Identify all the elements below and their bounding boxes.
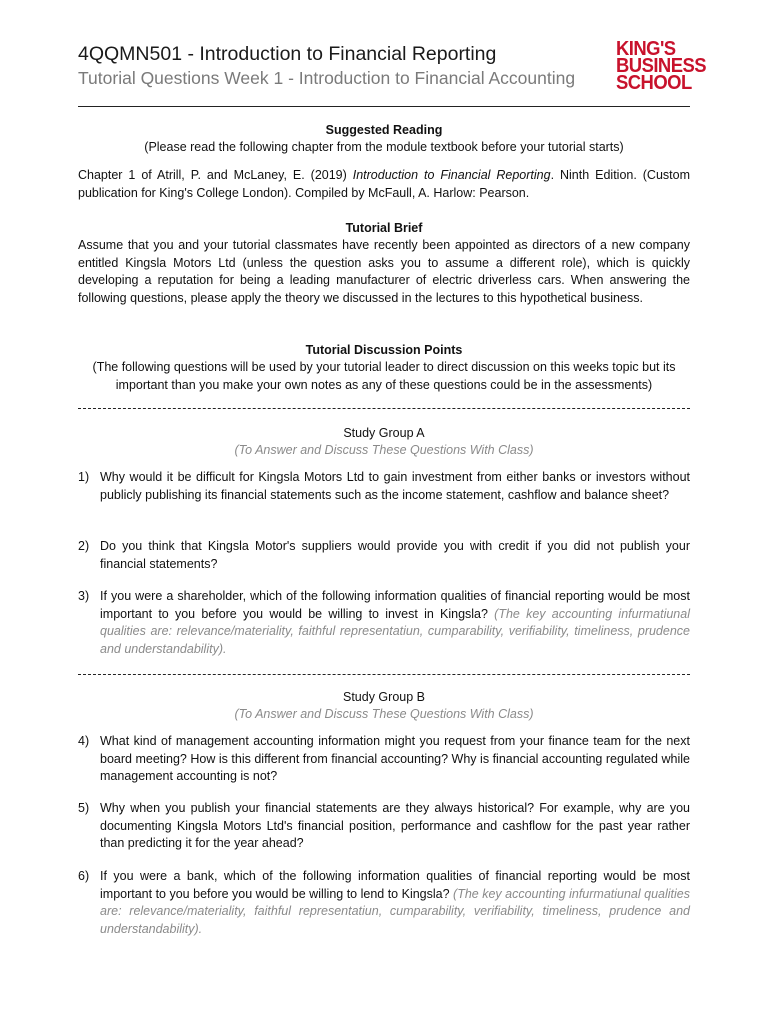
question-text bbox=[100, 733, 690, 786]
citation-suffix: . Ninth Edition. (Custom publication for King's College London). Compiled by McFaull, A. Harlow: Pearson. bbox=[78, 168, 691, 200]
question-item bbox=[78, 733, 690, 786]
question-number: 6) bbox=[78, 869, 90, 883]
brief-heading: Tutorial Brief bbox=[345, 221, 423, 235]
question-number: 3) bbox=[78, 589, 90, 603]
question-text bbox=[100, 538, 690, 573]
kings-business-school-logo bbox=[616, 37, 716, 94]
discussion-heading: Tutorial Discussion Points bbox=[305, 343, 463, 357]
group-a-subtitle: (To Answer and Discuss These Questions With Class) bbox=[234, 443, 534, 457]
question-number: 1) bbox=[78, 470, 90, 484]
reading-citation bbox=[78, 167, 690, 202]
citation-prefix: Chapter 1 of Atrill, P. and McLaney, E. (2019) bbox=[78, 168, 353, 182]
question-number: 4) bbox=[78, 734, 90, 748]
question-body: Why would it be difficult for Kingsla Motors Ltd to gain investment from either banks or investors without publicly publishing its financial statements such as the income statement, cashflow and balance sheet? bbox=[100, 470, 690, 502]
brief-text: Assume that you and your tutorial classmates have recently been appointed as directors of a new company entitled Kingsla Motors Ltd (unless the question asks you to assume a different role), which is quickly developing a reputation for being a leading manufacturer of electric driverless cars. When answering the following questions, please apply the theory we discussed in the lectures to this hypothetical business. bbox=[78, 238, 690, 305]
logo-line: SCHOOL bbox=[616, 71, 692, 94]
dashed-divider bbox=[78, 408, 690, 409]
dashed-divider bbox=[78, 674, 690, 675]
question-text bbox=[100, 800, 690, 853]
question-body: If you were a bank, which of the following information qualities of financial reporting would be most important to you before you would be willing to lend to Kingsla? bbox=[100, 869, 690, 901]
question-body: What kind of management accounting information might you request from your finance team for the next board meeting? How is this different from financial accounting? Why is financial accounting regulated while management accounting is not? bbox=[100, 734, 690, 783]
citation-book-title: Introduction to Financial Reporting bbox=[352, 168, 551, 182]
question-text bbox=[100, 588, 690, 658]
question-item bbox=[78, 868, 690, 938]
reading-note: (Please read the following chapter from the module textbook before your tutorial starts) bbox=[144, 140, 624, 154]
question-hint: (The key accounting infurmatiunal qualities are: relevance/materiality, faithful representatiun, cumparability, verifiability, timeliness, prudence and understandability). bbox=[100, 606, 690, 656]
question-hint: (The key accounting infurmatiunal qualities are: relevance/materiality, faithful representatiun, cumparability, verifiability, timeliness, prudence and understandability). bbox=[100, 886, 690, 936]
logo-line: KING'S bbox=[616, 37, 676, 60]
question-body: Why when you publish your financial statements are they always historical? For example, why are you documenting Kingsla Motors Ltd's financial position, performance and cashflow for the past year rather than predicting it for the year ahead? bbox=[100, 801, 690, 850]
document-title: 4QQMN501 - Introduction to Financial Reporting bbox=[78, 43, 497, 65]
group-b-title: Study Group B bbox=[343, 690, 425, 704]
logo-line: BUSINESS bbox=[616, 54, 707, 77]
reading-heading: Suggested Reading bbox=[325, 123, 443, 137]
question-body: Do you think that Kingsla Motor's suppliers would provide you with credit if you did not publish your financial statements? bbox=[100, 539, 690, 571]
group-b-subtitle: (To Answer and Discuss These Questions With Class) bbox=[234, 707, 534, 721]
question-item bbox=[78, 538, 690, 573]
question-text bbox=[100, 469, 690, 504]
document-subtitle: Tutorial Questions Week 1 - Introduction to Financial Accounting bbox=[78, 68, 576, 88]
question-item bbox=[78, 588, 690, 658]
question-item bbox=[78, 800, 690, 853]
question-text bbox=[100, 868, 690, 938]
question-number: 5) bbox=[78, 801, 90, 815]
question-body: If you were a shareholder, which of the following information qualities of financial reporting would be most important to you before you would be willing to invest in Kingsla? bbox=[100, 589, 690, 621]
header-divider bbox=[78, 106, 690, 107]
discussion-note: (The following questions will be used by your tutorial leader to direct discussion on this weeks topic but its important than you make your own notes as any of these questions could be in the assessments) bbox=[92, 360, 676, 392]
question-item bbox=[78, 469, 690, 504]
group-a-title: Study Group A bbox=[343, 426, 425, 440]
question-number: 2) bbox=[78, 539, 90, 553]
